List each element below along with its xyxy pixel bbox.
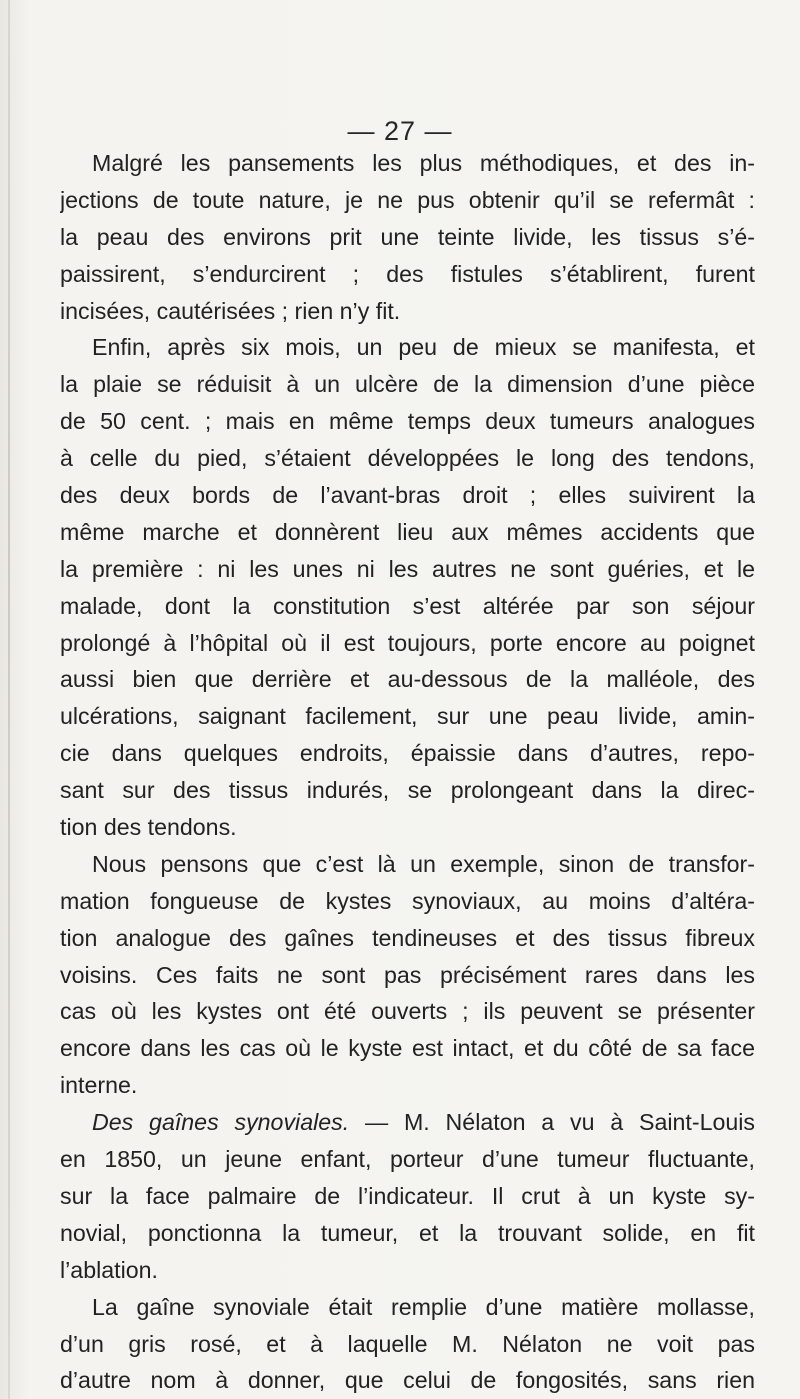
line-text: l’ablation. <box>60 1256 158 1283</box>
text-line <box>60 625 755 662</box>
body-text <box>60 145 755 1399</box>
line-text: tion des tendons. <box>60 814 237 841</box>
text-line <box>60 1104 755 1141</box>
text-line <box>60 145 755 182</box>
text-line <box>60 1326 755 1363</box>
line-text: malade, dont la constitution s’est altérée par son séjour <box>60 592 755 619</box>
text-line <box>60 846 755 883</box>
line-text: d’un gris rosé, et à laquelle M. Nélaton ne voit pas <box>60 1330 755 1357</box>
text-line <box>60 256 755 293</box>
line-text: novial, ponctionna la tumeur, et la trouvant solide, en fit <box>60 1219 755 1246</box>
line-text: Enfin, après six mois, un peu de mieux se manifesta, et <box>92 334 755 361</box>
text-line <box>60 1067 755 1104</box>
text-line <box>60 1252 755 1289</box>
line-text: paissirent, s’endurcirent ; des fistules s’établirent, furent <box>60 260 755 287</box>
line-text: en 1850, un jeune enfant, porteur d’une tumeur fluctuante, <box>60 1146 755 1173</box>
line-text: même marche et donnèrent lieu aux mêmes accidents que <box>60 518 755 545</box>
line-text: jections de toute nature, je ne pus obtenir qu’il se refermât : <box>60 186 755 213</box>
text-line <box>60 219 755 256</box>
page-binding-edge <box>8 0 10 1399</box>
text-line <box>60 293 755 330</box>
line-text: ulcérations, saignant facilement, sur une peau livide, amin- <box>60 703 755 730</box>
text-line <box>60 1362 755 1399</box>
text-line <box>60 366 755 403</box>
line-text: mation fongueuse de kystes synoviaux, au moins d’altéra- <box>60 887 755 914</box>
line-text: la peau des environs prit une teinte livide, les tissus s’é- <box>60 223 755 250</box>
text-line <box>60 329 755 366</box>
text-line <box>60 735 755 772</box>
text-line <box>60 1215 755 1252</box>
line-text: cie dans quelques endroits, épaissie dans d’autres, repo- <box>60 740 755 767</box>
line-text: sur la face palmaire de l’indicateur. Il crut à un kyste sy- <box>60 1182 755 1209</box>
line-text: cas où les kystes ont été ouverts ; ils peuvent se présenter <box>60 998 755 1025</box>
page-number: — 27 — <box>347 116 453 146</box>
text-line <box>60 920 755 957</box>
line-text: des deux bords de l’avant-bras droit ; elles suivirent la <box>60 482 755 509</box>
line-text: d’autre nom à donner, que celui de fongosités, sans rien <box>60 1367 755 1394</box>
line-text: encore dans les cas où le kyste est intact, et du côté de sa face <box>60 1035 755 1062</box>
text-line <box>60 809 755 846</box>
text-line <box>60 514 755 551</box>
text-line <box>60 182 755 219</box>
text-line <box>60 1141 755 1178</box>
line-text: — M. Nélaton a vu à Saint-Louis <box>349 1109 755 1136</box>
line-text: Malgré les pansements les plus méthodiques, et des in- <box>92 150 755 176</box>
text-line <box>60 661 755 698</box>
line-text: tion analogue des gaînes tendineuses et des tissus fibreux <box>60 924 755 951</box>
section-heading: Des gaînes synoviales. <box>92 1109 350 1136</box>
line-text: voisins. Ces faits ne sont pas précisément rares dans les <box>60 961 755 988</box>
text-line <box>60 993 755 1030</box>
line-text: prolongé à l’hôpital où il est toujours, porte encore au poignet <box>60 629 755 656</box>
line-text: de 50 cent. ; mais en même temps deux tumeurs analogues <box>60 408 755 435</box>
line-text: interne. <box>60 1072 138 1099</box>
text-line <box>60 1289 755 1326</box>
text-line <box>60 698 755 735</box>
line-text: la plaie se réduisit à un ulcère de la dimension d’une pièce <box>60 371 755 398</box>
text-line <box>60 440 755 477</box>
text-line <box>60 1030 755 1067</box>
text-line <box>60 551 755 588</box>
text-line <box>60 883 755 920</box>
text-line <box>60 588 755 625</box>
line-text: aussi bien que derrière et au-dessous de la malléole, des <box>60 666 755 693</box>
line-text: sant sur des tissus indurés, se prolongeant dans la direc- <box>60 777 755 804</box>
text-line <box>60 957 755 994</box>
text-line <box>60 772 755 809</box>
line-text: Nous pensons que c’est là un exemple, sinon de transfor- <box>92 850 755 877</box>
line-text: à celle du pied, s’étaient développées le long des tendons, <box>60 445 755 472</box>
text-line <box>60 403 755 440</box>
line-text: La gaîne synoviale était remplie d’une matière mollasse, <box>92 1293 755 1320</box>
line-text: la première : ni les unes ni les autres ne sont guéries, et le <box>60 555 755 582</box>
text-line <box>60 477 755 514</box>
text-line <box>60 1178 755 1215</box>
line-text: incisées, cautérisées ; rien n’y fit. <box>60 297 401 324</box>
